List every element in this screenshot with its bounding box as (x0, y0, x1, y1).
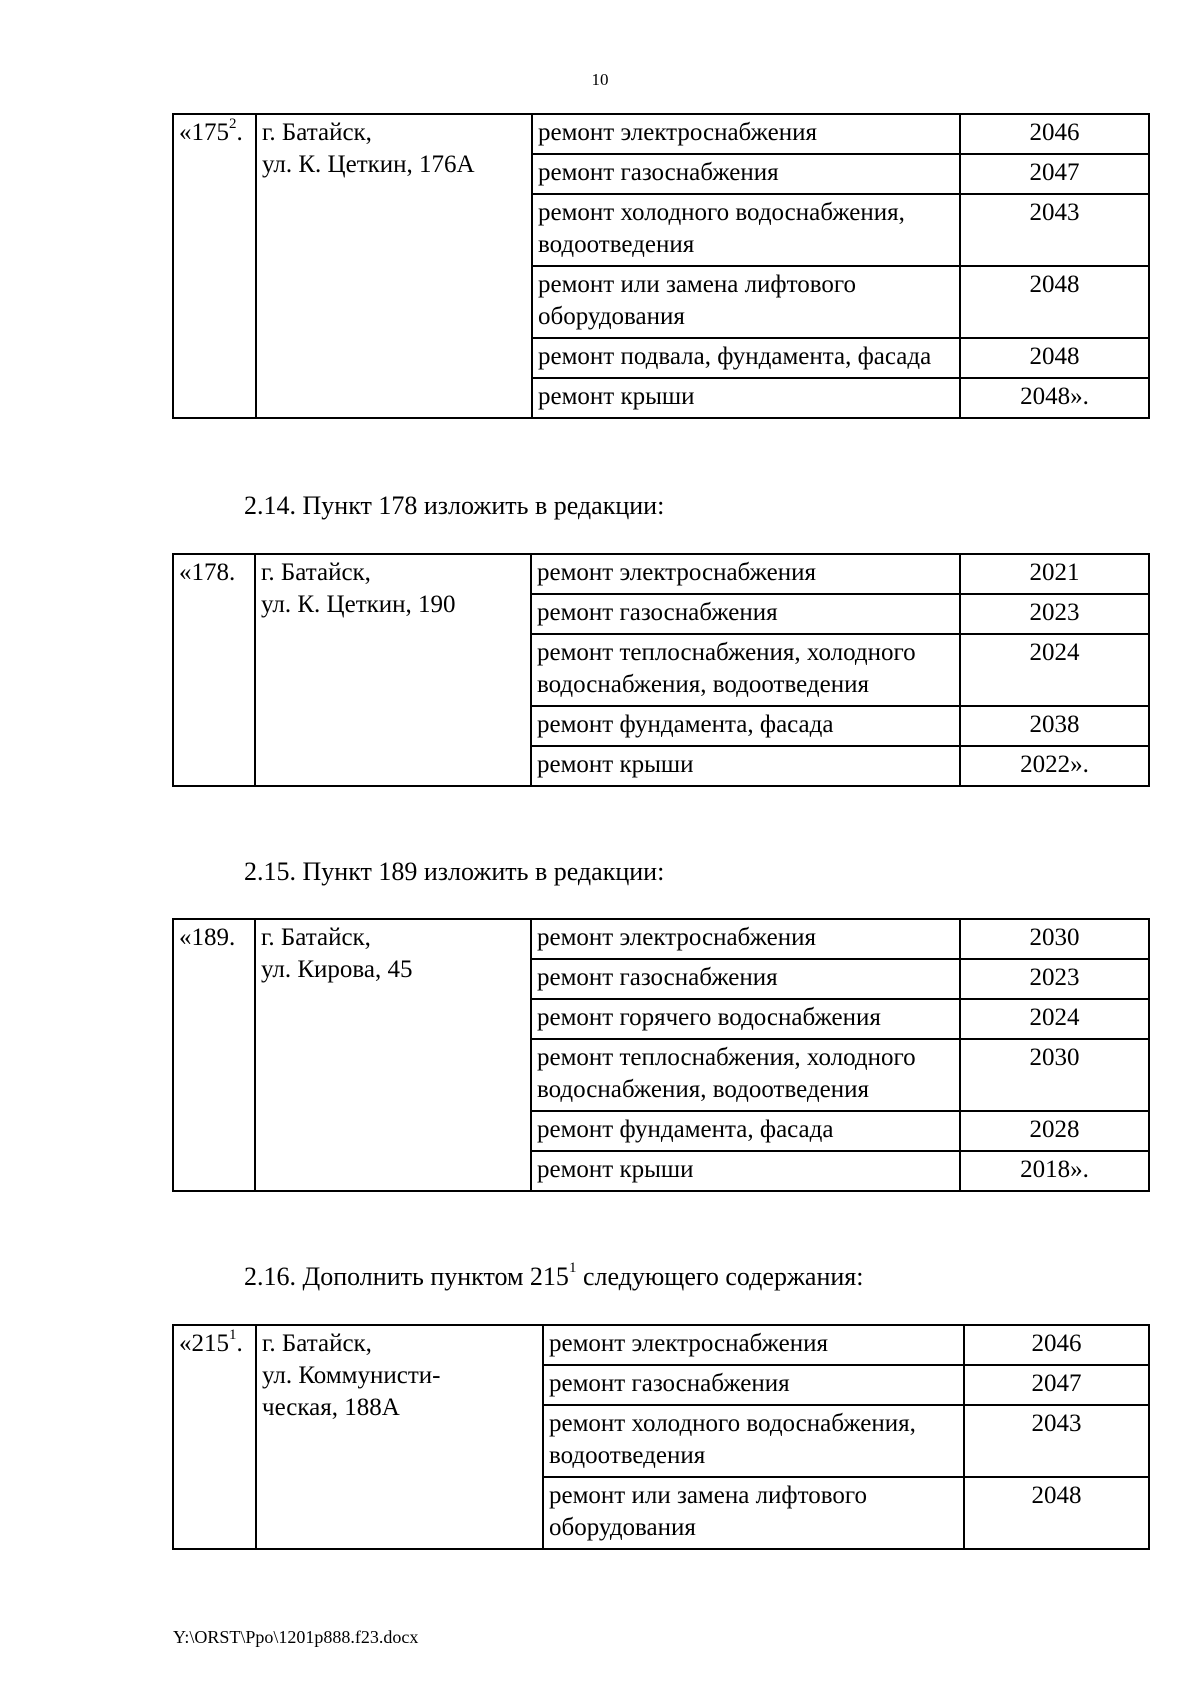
work-cell: ремонт крыши (532, 378, 960, 418)
year-cell: 2047 (964, 1365, 1149, 1405)
year-cell: 2030 (960, 1039, 1149, 1111)
table-item-175-2 (172, 113, 1150, 419)
address-cell: г. Батайск, ул. Коммунисти- ческая, 188А (256, 1325, 543, 1549)
item-number: «178. (173, 554, 255, 786)
work-cell: ремонт холодного водоснабжения, водоотведения (543, 1405, 964, 1477)
item-number: «189. (173, 919, 255, 1191)
work-cell: ремонт электроснабжения (531, 554, 960, 594)
year-cell: 2030 (960, 919, 1149, 959)
work-cell: ремонт газоснабжения (531, 594, 960, 634)
year-cell: 2024 (960, 999, 1149, 1039)
work-cell: ремонт подвала, фундамента, фасада (532, 338, 960, 378)
item-number: «$175^2$. (173, 114, 256, 418)
year-cell: 2048 (964, 1477, 1149, 1549)
work-cell: ремонт крыши (531, 746, 960, 786)
work-cell: ремонт холодного водоснабжения, водоотведения (532, 194, 960, 266)
address-cell: г. Батайск, ул. Кирова, 45 (255, 919, 531, 1191)
year-cell: 2038 (960, 706, 1149, 746)
year-cell: 2046 (960, 114, 1149, 154)
year-cell: 2043 (964, 1405, 1149, 1477)
work-cell: ремонт горячего водоснабжения (531, 999, 960, 1039)
paragraph-2-15: 2.15. Пункт 189 изложить в редакции: (244, 857, 665, 886)
year-cell: 2018». (960, 1151, 1149, 1191)
footer-file-path: Y:\ORST\Ppo\1201p888.f23.docx (173, 1627, 419, 1647)
paragraph-2-16: 2.16. Дополнить пунктом $215^1$ следующего содержания: (244, 1260, 864, 1291)
table-row (173, 919, 1149, 959)
year-cell: 2021 (960, 554, 1149, 594)
year-cell: 2043 (960, 194, 1149, 266)
work-cell: ремонт газоснабжения (543, 1365, 964, 1405)
year-cell: 2023 (960, 959, 1149, 999)
item-number: «$215^1$. (173, 1325, 256, 1549)
year-cell: 2022». (960, 746, 1149, 786)
table-row (173, 554, 1149, 594)
work-cell: ремонт крыши (531, 1151, 960, 1191)
year-cell: 2048». (960, 378, 1149, 418)
work-cell: ремонт или замена лифтового оборудования (532, 266, 960, 338)
year-cell: 2047 (960, 154, 1149, 194)
work-cell: ремонт фундамента, фасада (531, 1111, 960, 1151)
year-cell: 2046 (964, 1325, 1149, 1365)
paragraph-2-14: 2.14. Пункт 178 изложить в редакции: (244, 491, 665, 520)
work-cell: ремонт газоснабжения (532, 154, 960, 194)
year-cell: 2024 (960, 634, 1149, 706)
work-cell: ремонт фундамента, фасада (531, 706, 960, 746)
page-number: 10 (591, 70, 609, 89)
work-cell: ремонт электроснабжения (531, 919, 960, 959)
year-cell: 2048 (960, 338, 1149, 378)
table-item-189 (172, 918, 1150, 1192)
address-cell: г. Батайск, ул. К. Цеткин, 190 (255, 554, 531, 786)
table-row (173, 114, 1149, 154)
work-cell: ремонт теплоснабжения, холодного водоснабжения, водоотведения (531, 1039, 960, 1111)
table-item-178 (172, 553, 1150, 787)
year-cell: 2023 (960, 594, 1149, 634)
work-cell: ремонт электроснабжения (543, 1325, 964, 1365)
year-cell: 2028 (960, 1111, 1149, 1151)
address-cell: г. Батайск, ул. К. Цеткин, 176А (256, 114, 532, 418)
work-cell: ремонт или замена лифтового оборудования (543, 1477, 964, 1549)
work-cell: ремонт теплоснабжения, холодного водоснабжения, водоотведения (531, 634, 960, 706)
work-cell: ремонт газоснабжения (531, 959, 960, 999)
table-row (173, 1325, 1149, 1365)
work-cell: ремонт электроснабжения (532, 114, 960, 154)
table-item-215-1 (172, 1324, 1150, 1550)
year-cell: 2048 (960, 266, 1149, 338)
